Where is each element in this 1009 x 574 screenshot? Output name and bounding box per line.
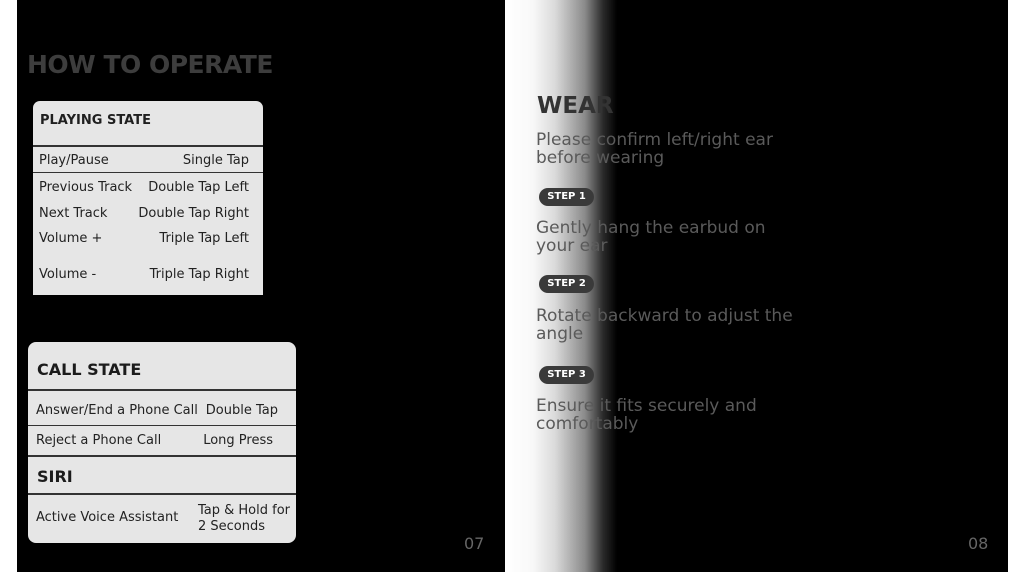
- gesture-label: Long Press: [203, 433, 273, 448]
- action-label: Next Track: [39, 206, 108, 221]
- divider: [28, 389, 296, 391]
- gesture-label: Double Tap: [205, 403, 278, 418]
- step-text: Rotate backward to adjust the angle: [536, 306, 793, 344]
- gesture-label: Single Tap: [182, 153, 249, 168]
- intro-text: Please confirm left/right ear before wearing: [536, 130, 773, 168]
- action-label: Volume +: [39, 231, 103, 246]
- step-badge: STEP 1: [539, 188, 594, 206]
- action-label: Active Voice Assistant: [36, 510, 179, 525]
- action-label: Play/Pause: [39, 153, 109, 168]
- gesture-label: Triple Tap Right: [149, 267, 249, 282]
- siri-heading: SIRI: [37, 467, 73, 486]
- action-label: Volume -: [39, 267, 97, 282]
- divider: [28, 493, 296, 495]
- action-label: Answer/End a Phone Call: [36, 403, 198, 418]
- gesture-label: Tap & Hold for: [198, 503, 291, 518]
- step-text: Gently hang the earbud on your ear: [536, 218, 766, 256]
- action-label: Reject a Phone Call: [36, 433, 162, 448]
- call-state-heading: CALL STATE: [37, 360, 142, 379]
- page-title: WEAR: [537, 93, 614, 119]
- playing-state-card: [33, 101, 263, 295]
- step-text: Ensure it fits securely and comfortably: [536, 396, 757, 434]
- gesture-label: Double Tap Left: [148, 180, 249, 195]
- step-badge: STEP 2: [539, 275, 594, 293]
- divider: [28, 455, 296, 457]
- page-07: [17, 0, 505, 572]
- divider: [28, 425, 296, 426]
- page-08: [505, 0, 1008, 572]
- call-state-card: [28, 342, 296, 543]
- gesture-label: Double Tap Right: [138, 206, 249, 221]
- action-label: Previous Track: [39, 180, 133, 195]
- divider: [33, 172, 263, 173]
- gesture-label: 2 Seconds: [198, 519, 266, 534]
- page-number: 08: [968, 534, 989, 553]
- page-number: 07: [464, 534, 485, 553]
- step-badge: STEP 3: [539, 366, 594, 384]
- gesture-label: Triple Tap Left: [159, 231, 249, 246]
- divider: [33, 145, 263, 147]
- playing-state-heading: PLAYING STATE: [40, 113, 151, 128]
- page-title: HOW TO OPERATE: [27, 50, 273, 79]
